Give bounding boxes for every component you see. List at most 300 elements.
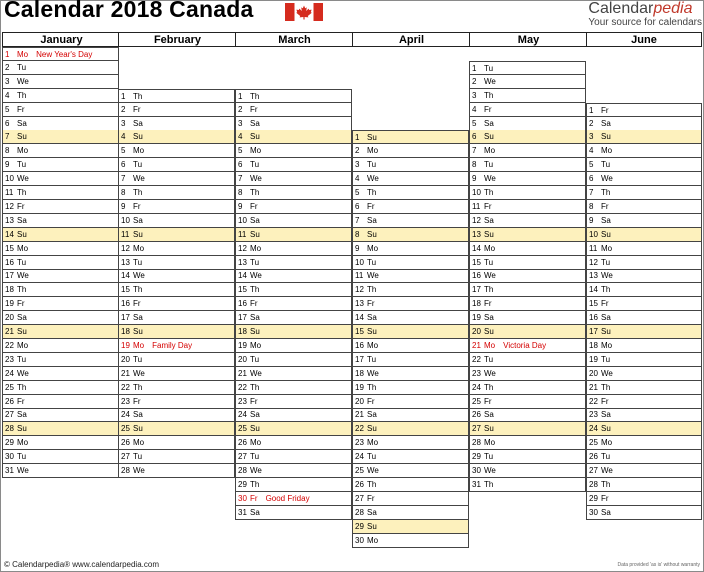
day-number: 19 [5,299,14,308]
holiday-name: New Year's Day [36,50,93,59]
day-number: 6 [5,119,10,128]
day-row [118,395,235,409]
day-row [469,117,586,131]
day-number: 2 [121,105,126,114]
day-row [469,75,586,89]
weekday: Tu [367,258,377,267]
weekday: Fr [17,397,25,406]
brand-tagline: Your source for calendars [588,17,702,28]
day-number: 5 [121,146,126,155]
day-number: 7 [5,132,10,141]
day-row [586,103,702,117]
day-number: 16 [472,271,481,280]
day-number: 10 [589,230,598,239]
day-number: 19 [238,341,247,350]
weekday: Su [133,132,143,141]
day-number: 19 [355,383,364,392]
day-row [118,339,235,353]
day-row [2,408,119,422]
day-number: 4 [589,146,594,155]
weekday: Th [367,285,377,294]
day-row [586,158,702,172]
day-number: 23 [121,397,130,406]
day-row [235,214,352,228]
weekday: Sa [17,313,27,322]
day-row [235,297,352,311]
day-number: 1 [355,133,360,142]
day-row [469,242,586,256]
day-row [235,478,352,492]
day-row [586,186,702,200]
weekday: Mo [250,341,262,350]
day-row [118,311,235,325]
day-number: 20 [472,327,481,336]
day-row [469,381,586,395]
day-number: 4 [238,132,243,141]
day-row [586,200,702,214]
day-row [586,256,702,270]
day-number: 11 [589,244,598,253]
weekday: Mo [367,244,379,253]
weekday: We [367,271,379,280]
day-row [586,144,702,158]
day-row [586,214,702,228]
weekday: Sa [250,216,260,225]
day-number: 18 [238,327,247,336]
day-number: 19 [589,355,598,364]
weekday: Sa [367,410,377,419]
day-number: 3 [238,119,243,128]
day-row [586,130,702,144]
day-number: 11 [355,271,364,280]
day-row [469,214,586,228]
day-row [235,339,352,353]
day-number: 3 [5,77,10,86]
weekday: We [484,174,496,183]
day-row [2,325,119,339]
day-number: 27 [121,452,130,461]
day-number: 12 [238,244,247,253]
weekday: Fr [17,202,25,211]
day-number: 30 [589,508,598,517]
day-row [235,103,352,117]
weekday: Tu [17,452,27,461]
day-number: 11 [238,230,247,239]
day-number: 17 [355,355,364,364]
weekday: Mo [484,244,496,253]
day-number: 16 [5,258,14,267]
day-row [118,408,235,422]
weekday: Su [367,424,377,433]
day-number: 31 [472,480,481,489]
weekday: Mo [17,146,29,155]
day-number: 25 [5,383,14,392]
day-row [352,172,469,186]
day-number: 4 [5,91,10,100]
day-row [118,130,235,144]
day-row [352,283,469,297]
weekday: Th [484,91,494,100]
day-row [469,311,586,325]
day-row [118,381,235,395]
day-row [469,228,586,242]
weekday: Mo [484,438,496,447]
day-number: 10 [355,258,364,267]
weekday: Fr [367,299,375,308]
weekday: Su [250,132,260,141]
day-row [235,242,352,256]
day-number: 27 [5,410,14,419]
weekday: Mo [17,244,29,253]
day-row [586,450,702,464]
day-row [352,353,469,367]
day-number: 28 [472,438,481,447]
day-number: 2 [355,146,360,155]
day-number: 1 [121,92,126,101]
day-row [118,158,235,172]
day-row [2,422,119,436]
day-number: 21 [355,410,364,419]
day-number: 24 [355,452,364,461]
weekday: Su [133,230,143,239]
day-row [118,283,235,297]
day-row [118,297,235,311]
weekday: Su [601,132,611,141]
day-number: 26 [589,452,598,461]
day-row [586,242,702,256]
day-number: 17 [5,271,14,280]
day-row [118,144,235,158]
day-number: 18 [121,327,130,336]
brand-name-accent: pedia [653,0,693,17]
day-number: 13 [5,216,14,225]
day-row [586,353,702,367]
footer-disclaimer: Data provided 'as is' without warranty [617,562,700,568]
day-number: 27 [355,494,364,503]
weekday: We [250,369,262,378]
day-number: 16 [355,341,364,350]
weekday: Sa [133,410,143,419]
weekday: Tu [133,160,143,169]
weekday: Fr [250,397,258,406]
day-row [352,367,469,381]
day-row [2,381,119,395]
weekday: Fr [601,299,609,308]
day-number: 7 [472,146,477,155]
weekday: We [133,174,145,183]
day-number: 6 [589,174,594,183]
day-row [469,130,586,144]
day-row [118,228,235,242]
weekday: Th [250,480,260,489]
day-row [469,144,586,158]
day-row [2,103,119,117]
day-number: 26 [121,438,130,447]
month-header: January [2,32,120,47]
day-row [352,214,469,228]
day-row [352,228,469,242]
day-row [469,297,586,311]
day-row [118,464,235,478]
day-row [469,103,586,117]
day-row [586,117,702,131]
weekday: Su [484,132,494,141]
weekday: Fr [601,106,609,115]
day-number: 17 [589,327,598,336]
day-row [469,478,586,492]
day-row [352,520,469,534]
weekday: Mo [133,146,145,155]
weekday: Su [133,327,143,336]
weekday: Fr [484,105,492,114]
day-number: 3 [121,119,126,128]
day-number: 6 [121,160,126,169]
day-number: 30 [472,466,481,475]
weekday: Mo [484,146,496,155]
weekday: Mo [367,536,379,545]
day-row [2,47,119,61]
day-row [469,283,586,297]
day-number: 27 [589,466,598,475]
weekday: We [367,466,379,475]
day-row [2,395,119,409]
day-number: 24 [121,410,130,419]
weekday: Tu [367,355,377,364]
day-row [352,311,469,325]
weekday: Mo [133,341,145,350]
day-row [469,422,586,436]
weekday: Sa [250,119,260,128]
day-number: 4 [121,132,126,141]
day-number: 12 [355,285,364,294]
day-row [586,395,702,409]
day-number: 3 [589,132,594,141]
day-number: 29 [472,452,481,461]
day-number: 22 [355,424,364,433]
day-row [2,311,119,325]
weekday: Sa [250,410,260,419]
weekday: Th [133,92,143,101]
day-number: 10 [472,188,481,197]
day-row [118,256,235,270]
day-number: 9 [5,160,10,169]
day-row [352,478,469,492]
day-row [586,283,702,297]
day-number: 7 [589,188,594,197]
month-header: April [352,32,470,47]
day-number: 31 [238,508,247,517]
day-number: 20 [238,355,247,364]
day-number: 17 [121,313,130,322]
day-row [235,408,352,422]
weekday: We [17,466,29,475]
day-row [352,186,469,200]
weekday: Th [17,91,27,100]
weekday: We [17,174,29,183]
day-row [586,172,702,186]
day-row [2,450,119,464]
canada-flag-icon [285,3,323,21]
day-number: 12 [5,202,14,211]
weekday: Fr [250,105,258,114]
day-row [469,158,586,172]
day-row [2,75,119,89]
day-number: 2 [238,105,243,114]
weekday: Tu [250,258,260,267]
weekday: Su [367,327,377,336]
day-number: 2 [5,63,10,72]
day-number: 20 [355,397,364,406]
weekday: Mo [367,438,379,447]
day-number: 8 [355,230,360,239]
day-number: 28 [589,480,598,489]
day-row [469,269,586,283]
day-row [235,492,352,506]
day-row [586,228,702,242]
weekday: Th [484,188,494,197]
weekday: Su [17,327,27,336]
day-row [118,436,235,450]
day-row [118,367,235,381]
day-number: 26 [472,410,481,419]
day-row [2,200,119,214]
day-number: 2 [472,77,477,86]
weekday: Sa [484,313,494,322]
footer-copyright: © Calendarpedia® www.calendarpedia.com [4,560,159,569]
weekday: Th [484,383,494,392]
day-number: 24 [589,424,598,433]
weekday: Th [250,285,260,294]
weekday: Mo [601,146,613,155]
day-row [118,269,235,283]
day-number: 16 [121,299,130,308]
day-row [586,506,702,520]
day-row [469,353,586,367]
weekday: Sa [484,119,494,128]
weekday: Tu [17,160,27,169]
day-number: 29 [5,438,14,447]
day-row [118,172,235,186]
day-number: 2 [589,119,594,128]
weekday: We [601,174,613,183]
day-number: 21 [5,327,14,336]
weekday: We [367,369,379,378]
weekday: Mo [17,341,29,350]
day-row [2,186,119,200]
weekday: Su [484,424,494,433]
day-number: 8 [121,188,126,197]
day-row [235,269,352,283]
day-number: 5 [5,105,10,114]
weekday: Fr [17,299,25,308]
day-row [2,61,119,75]
day-number: 22 [121,383,130,392]
weekday: We [250,271,262,280]
day-number: 14 [472,244,481,253]
day-row [586,478,702,492]
day-row [2,297,119,311]
day-number: 14 [355,313,364,322]
weekday: Tu [367,452,377,461]
day-number: 23 [238,397,247,406]
day-row [352,242,469,256]
day-number: 17 [238,313,247,322]
weekday: Sa [601,119,611,128]
weekday: Fr [133,202,141,211]
weekday: Sa [484,410,494,419]
day-row [469,186,586,200]
day-row [2,256,119,270]
day-row [352,200,469,214]
weekday: Fr [17,105,25,114]
day-row [118,353,235,367]
day-row [469,408,586,422]
weekday: Th [601,285,611,294]
day-number: 8 [5,146,10,155]
weekday: Su [601,327,611,336]
day-number: 20 [589,369,598,378]
day-number: 14 [589,285,598,294]
day-row [118,89,235,103]
day-row [352,269,469,283]
day-number: 23 [5,355,14,364]
day-row [118,325,235,339]
weekday: Fr [367,202,375,211]
weekday: Fr [250,202,258,211]
weekday: We [17,271,29,280]
day-number: 31 [5,466,14,475]
weekday: Mo [17,50,29,59]
weekday: We [484,271,496,280]
weekday: Mo [601,244,613,253]
month-header: February [118,32,236,47]
day-number: 1 [5,50,10,59]
weekday: Sa [133,119,143,128]
weekday: Tu [250,160,260,169]
weekday: Su [367,522,377,531]
weekday: Sa [367,216,377,225]
weekday: Th [17,285,27,294]
day-number: 3 [355,160,360,169]
weekday: Sa [601,410,611,419]
weekday: Th [601,480,611,489]
day-number: 13 [238,258,247,267]
weekday: Th [367,383,377,392]
day-row [469,367,586,381]
day-row [235,353,352,367]
weekday: Su [367,133,377,142]
day-number: 21 [238,369,247,378]
weekday: Mo [250,146,262,155]
day-number: 23 [589,410,598,419]
day-number: 15 [238,285,247,294]
weekday: Su [250,424,260,433]
weekday: Sa [17,410,27,419]
day-number: 15 [355,327,364,336]
day-number: 14 [121,271,130,280]
weekday: We [367,174,379,183]
day-row [2,214,119,228]
day-row [235,436,352,450]
day-row [2,117,119,131]
weekday: Sa [133,216,143,225]
day-number: 25 [238,424,247,433]
weekday: Tu [250,355,260,364]
day-number: 24 [472,383,481,392]
day-number: 26 [5,397,14,406]
day-row [2,464,119,478]
day-row [235,464,352,478]
